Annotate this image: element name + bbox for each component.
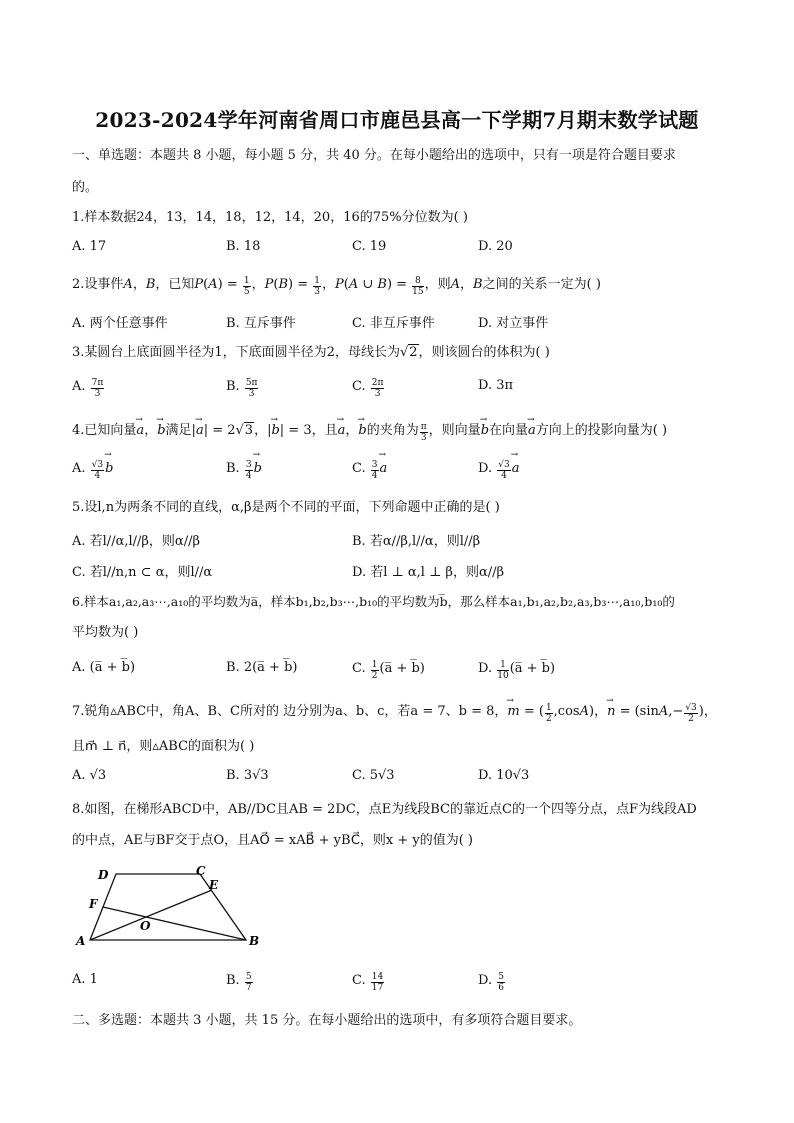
q8-option-a[interactable]: A. 1 — [72, 972, 98, 987]
q1-options — [72, 239, 732, 261]
section2-heading: 二、多选题：本题共 3 小题，共 15 分。在每小题给出的选项中，有多项符合题目要求。 — [72, 1013, 582, 1028]
q8-option-b[interactable]: B. $\frac{5}{7}$ — [226, 972, 252, 993]
label-e: E — [209, 878, 219, 892]
q2-option-a[interactable]: A. 两个任意事件 — [72, 316, 168, 331]
q3-options — [72, 378, 732, 400]
q8-option-c[interactable]: C. $\frac{14}{17}$ — [352, 972, 384, 993]
q6-option-a[interactable]: A. (a̅ + b̅) — [72, 660, 136, 675]
q5-options-row1 — [72, 530, 732, 552]
q7-options — [72, 768, 732, 790]
q8-option-d[interactable]: D. $\frac{5}{6}$ — [478, 972, 504, 993]
q1-option-a[interactable]: A. 17 — [72, 239, 107, 254]
q5-option-a[interactable]: A. 若l//α,l//β，则α//β — [72, 534, 200, 549]
q8-stem-line1: 8.如图，在梯形ABCD中，AB//DC且AB = 2DC，点E为线段BC的靠近点C的一个四等分点，点F为线段AD — [72, 802, 697, 817]
label-c: C — [196, 864, 206, 878]
label-f: F — [89, 897, 98, 911]
q4-option-a[interactable]: A. $\frac{√3}{4}$ → b — [72, 460, 113, 481]
q5-option-b[interactable]: B. 若α//β,l//α，则l//β — [352, 534, 481, 549]
q6-option-d[interactable]: D. $\frac{1}{10}$ (a̅ + b̅) — [478, 660, 556, 681]
q7-option-c[interactable]: C. 5√3 — [352, 768, 395, 783]
q1-stem: 1.样本数据24，13，14，18，12，14，20，16的75%分位数为( ) — [72, 210, 468, 225]
q4-stem: 4.已知向量→ a，→ b满足|→ a| = 2√3，|→ b| = 3，且→ a，→ b的夹角为 $\frac{\pi}{3}$ ，则向量→ b在向量→ a方向上的投影向量为( ) — [72, 421, 732, 443]
q3-option-a[interactable]: A. $\frac{7\pi}{3}$ — [72, 378, 104, 399]
q8-options — [72, 972, 732, 994]
q7-stem-line2: 且m⃗ ⊥ n⃗，则▵ABC的面积为( ) — [72, 739, 255, 754]
q7-option-a[interactable]: A. √3 — [72, 768, 107, 783]
q6-stem-line2: 平均数为( ) — [72, 625, 139, 640]
q1-option-d[interactable]: D. 20 — [478, 239, 513, 254]
q6-option-b[interactable]: B. 2(a̅ + b̅) — [226, 660, 298, 675]
segment-bf — [103, 907, 246, 940]
q5-stem: 5.设l,n为两条不同的直线，α,β是两个不同的平面，下列命题中正确的是( ) — [72, 500, 500, 515]
section1-heading-cont: 的。 — [72, 180, 99, 195]
q7-option-d[interactable]: D. 10√3 — [478, 768, 530, 783]
q7-stem-line1: 7.锐角▵ABC中，角A、B、C所对的 边分别为a、b、c，若a = 7、b = 8，→ m = ( $\frac{1}{2}$ ,cosA)，→ n = (sinA,− $\frac{√3}{2}$ )， — [72, 702, 732, 724]
q1-option-b[interactable]: B. 18 — [226, 239, 261, 254]
q8-stem-line2: 的中点，AE与BF交于点O，且AO⃗ = xAB⃗ + yBC⃗，则x + y的值为( ) — [72, 833, 474, 848]
segment-ae — [90, 890, 212, 940]
q4-option-b[interactable]: B. $\frac{3}{4}$ → b — [226, 460, 262, 481]
q6-options — [72, 660, 732, 682]
q5-option-d[interactable]: D. 若l ⊥ α,l ⊥ β，则α//β — [352, 565, 505, 580]
q5-option-c[interactable]: C. 若l//n,n ⊂ α，则l//α — [72, 565, 213, 580]
q2-stem: 2.设事件A，B，已知P(A) = $\frac{1}{5}$ ，P(B) = $\frac{1}{3}$ ，P(A ∪ B) = $\frac{8}{15}$ ，则A，B之间的关系一定为( ) — [72, 276, 601, 297]
q4-options — [72, 460, 732, 482]
q4-option-c[interactable]: C. $\frac{3}{4}$ → a — [352, 460, 387, 481]
label-d: D — [98, 868, 109, 882]
section1-heading: 一、单选题：本题共 8 小题，每小题 5 分，共 40 分。在每小题给出的选项中，只有一项是符合题目要求 — [72, 148, 676, 163]
q3-option-b[interactable]: B. $\frac{5\pi}{3}$ — [226, 378, 258, 399]
page-title: 2023-2024学年河南省周口市鹿邑县高一下学期7月期末数学试题 — [95, 108, 699, 132]
q4-option-d[interactable]: D. $\frac{√3}{4}$ → a — [478, 460, 519, 481]
q2-options — [72, 312, 732, 334]
q6-option-c[interactable]: C. $\frac{1}{2}$ (a̅ + b̅) — [352, 660, 425, 681]
label-o: O — [140, 919, 151, 933]
q2-option-d[interactable]: D. 对立事件 — [478, 316, 549, 331]
q3-option-c[interactable]: C. $\frac{2\pi}{3}$ — [352, 378, 384, 399]
q3-stem: 3.某圆台上底面圆半径为1，下底面圆半径为2，母线长为√2，则该圆台的体积为( ) — [72, 345, 550, 360]
q2-option-b[interactable]: B. 互斥事件 — [226, 316, 296, 331]
label-a: A — [76, 934, 86, 948]
q2-option-c[interactable]: C. 非互斥事件 — [352, 316, 435, 331]
q5-options-row2 — [72, 561, 732, 583]
label-b: B — [249, 934, 260, 948]
q7-option-b[interactable]: B. 3√3 — [226, 768, 269, 783]
q3-option-d[interactable]: D. 3π — [478, 378, 514, 393]
q6-stem-line1: 6.样本a₁,a₂,a₃⋯,a₁₀的平均数为a̅，样本b₁,b₂,b₃⋯,b₁₀的平均数为b̅，那么样本a₁,b₁,a₂,b₂,a₃,b₃⋯,a₁₀,b₁₀的 — [72, 594, 675, 609]
trapezoid-figure — [72, 862, 272, 952]
q1-option-c[interactable]: C. 19 — [352, 239, 387, 254]
